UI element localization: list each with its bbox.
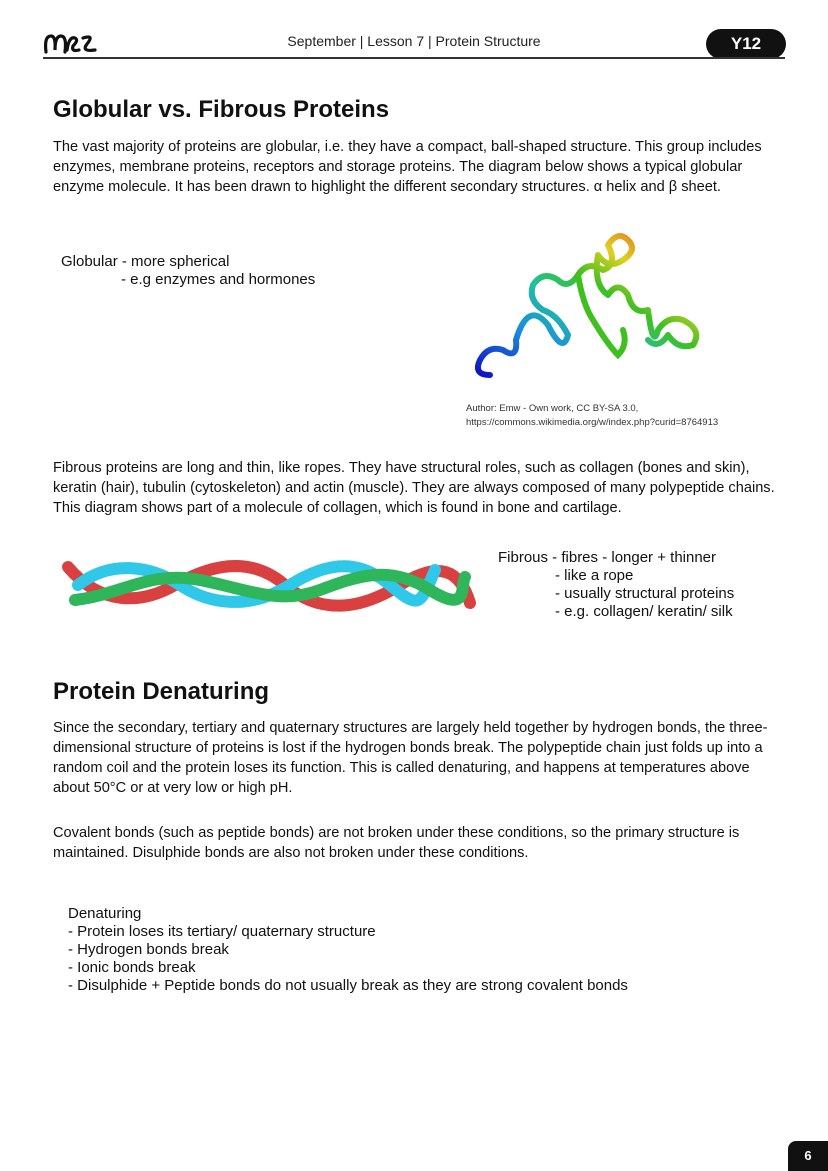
header-title: September | Lesson 7 | Protein Structure (287, 33, 541, 49)
denaturing-paragraph-2: Covalent bonds (such as peptide bonds) are not broken under these conditions, so the primary structure is maintained. Disulphide bonds are also not broken under these conditions. (53, 825, 740, 861)
collagen-triple-helix-image (60, 555, 480, 615)
denaturing-note-title: Denaturing (68, 905, 142, 922)
globular-note-1: Globular - more spherical (61, 253, 230, 270)
page-number: 6 (788, 1141, 828, 1171)
image-credit-url: https://commons.wikimedia.org/w/index.php?curid=8764913 (466, 417, 719, 428)
image-credit (466, 402, 718, 430)
fibrous-note-2: - like a rope (555, 567, 634, 584)
intro-paragraph: The vast majority of proteins are globular, i.e. they have a compact, ball-shaped structure. This group includes enzymes, membrane proteins, receptors and storage proteins. The diagram below shows a typical globular enzyme molecule. It has been drawn to highlight the different secondary structures. α helix and β sheet. (53, 139, 762, 195)
globular-note-2: - e.g enzymes and hormones (121, 271, 316, 288)
section-heading-denaturing: Protein Denaturing (53, 678, 270, 705)
header-divider (43, 57, 785, 59)
denaturing-note: - Ionic bonds break (68, 959, 196, 976)
image-credit-author: Author: Emw - Own work, CC BY-SA 3.0, (466, 403, 639, 414)
year-badge: Y12 (706, 29, 786, 59)
fibrous-note-4: - e.g. collagen/ keratin/ silk (555, 603, 733, 620)
fibrous-note-1: Fibrous - fibres - longer + thinner (498, 549, 717, 566)
section-heading-globular-fibrous: Globular vs. Fibrous Proteins (53, 96, 390, 123)
globular-protein-image (468, 225, 718, 395)
denaturing-notes (68, 905, 628, 995)
denaturing-note: - Disulphide + Peptide bonds do not usually break as they are strong covalent bonds (68, 977, 628, 994)
denaturing-paragraph-1: Since the secondary, tertiary and quaternary structures are largely held together by hydrogen bonds, the three-dimensional structure of proteins is lost if the hydrogen bonds break. The polypeptide chain just folds up into a random coil and the protein loses its function. This is called denaturing, and happens at temperatures above about 50°C or at very low or high pH. (53, 720, 768, 796)
fibrous-note-3: - usually structural proteins (555, 585, 735, 602)
denaturing-note: - Protein loses its tertiary/ quaternary structure (68, 923, 376, 940)
fibrous-paragraph: Fibrous proteins are long and thin, like ropes. They have structural roles, such as collagen (bones and skin), keratin (hair), tubulin (cytoskeleton) and actin (muscle). They are always composed of many polypeptide chains. This diagram shows part of a molecule of collagen, which is found in bone and cartilage. (53, 460, 775, 516)
denaturing-note: - Hydrogen bonds break (68, 941, 229, 958)
